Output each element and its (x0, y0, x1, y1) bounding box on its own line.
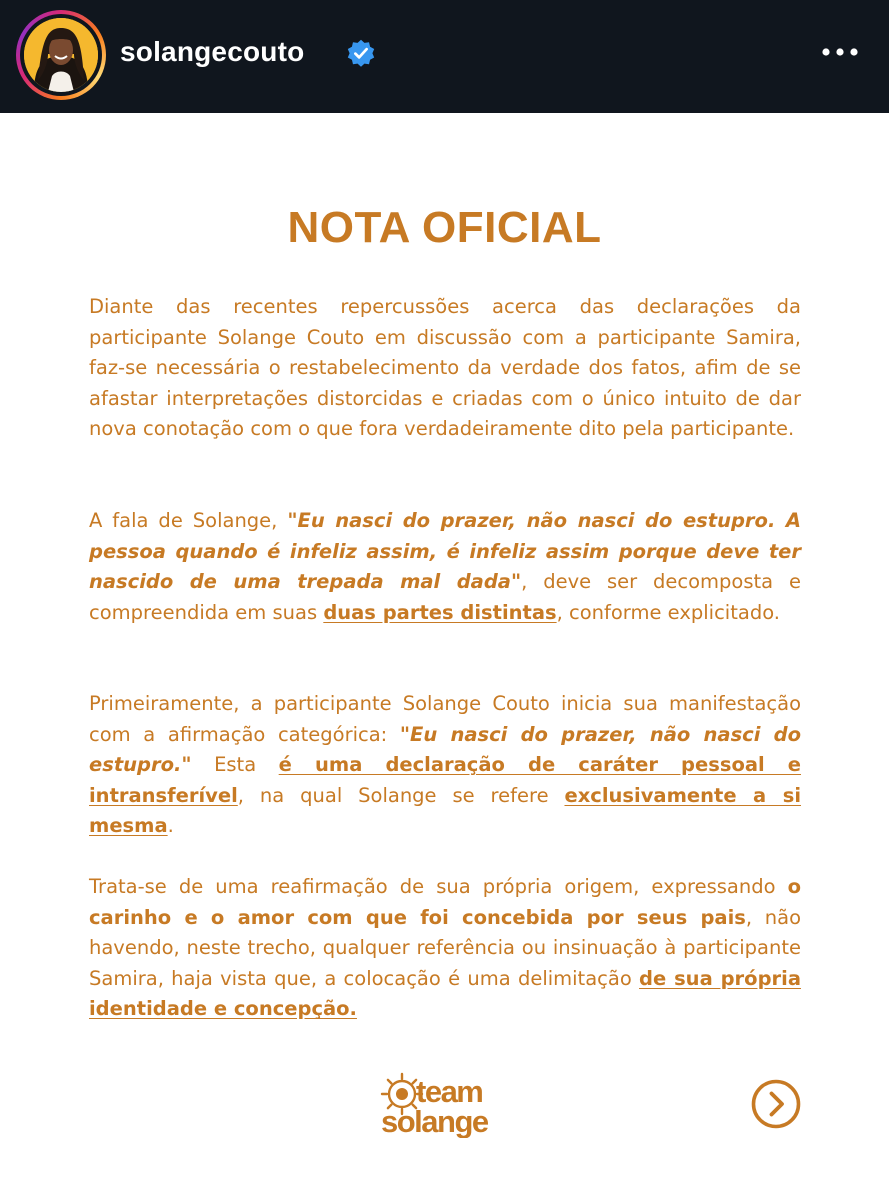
paragraph-1-text: Diante das recentes repercussões acerca das declarações da participante Solange Couto em discussão com a participante Samira, faz-se necessária o restabelecimento da verdade dos fatos, afim de se afastar interpretações distorcidas e criadas com o único intuito de dar nova conotação com o que fora verdadeiramente dito pela participante. (89, 295, 801, 441)
underline-identidade: de sua própria identidade e concepção. (89, 966, 801, 1021)
paragraph-3-text-b: Esta (191, 753, 279, 777)
verified-badge-icon (346, 39, 376, 69)
logo-text-solange: solange (381, 1104, 488, 1138)
paragraph-3 (89, 689, 801, 842)
team-solange-logo (380, 1072, 512, 1138)
underline-duas-partes: duas partes distintas (323, 600, 557, 624)
paragraph-4-text-b: , não havendo, neste trecho, qualquer referência ou insinuação à participante Samira, haja vista que, a colocação é uma delimitação (89, 905, 801, 990)
story-ring[interactable] (16, 10, 106, 100)
username[interactable]: solangecouto (120, 36, 305, 67)
avatar[interactable] (24, 18, 98, 92)
more-options-icon[interactable] (818, 38, 862, 66)
paragraph-3-text-c: , na qual Solange se refere (237, 783, 565, 807)
paragraph-2-text-c: , conforme explicitado. (556, 600, 780, 624)
next-slide-button[interactable] (750, 1078, 802, 1130)
chevron-right-icon (772, 1094, 783, 1115)
quote-first-part: "Eu nasci do prazer, não nasci do estupro." (89, 722, 801, 777)
bold-carinho-amor: o carinho e o amor com que foi concebida por seus pais (89, 875, 801, 929)
underline-exclusivamente: exclusivamente a si mesma (89, 783, 801, 838)
avatar-photo-icon (24, 18, 98, 92)
paragraph-2-text-b: , deve ser decomposta e compreendida em suas (89, 570, 801, 624)
paragraph-3-text-d: . (167, 814, 174, 838)
page-title: NOTA OFICIAL (287, 203, 602, 252)
paragraph-4 (89, 872, 801, 1025)
post-header (0, 0, 889, 113)
paragraph-2-text-a: A fala de Solange, (89, 509, 288, 532)
paragraph-2 (89, 506, 801, 628)
paragraph-3-text-a: Primeiramente, a participante Solange Couto inicia sua manifestação com a afirmação categórica: (89, 692, 801, 746)
paragraph-4-text-a: Trata-se de uma reafirmação de sua própria origem, expressando (89, 875, 788, 898)
paragraph-1 (89, 292, 801, 445)
underline-declaracao-pessoal: é uma declaração de caráter pessoal e intransferível (89, 753, 801, 807)
quote-full: "Eu nasci do prazer, não nasci do estupro. A pessoa quando é infeliz assim, é infeliz assim porque deve ter nascido de uma trepada mal dada" (89, 509, 801, 594)
logo-text-team: team (416, 1074, 483, 1109)
